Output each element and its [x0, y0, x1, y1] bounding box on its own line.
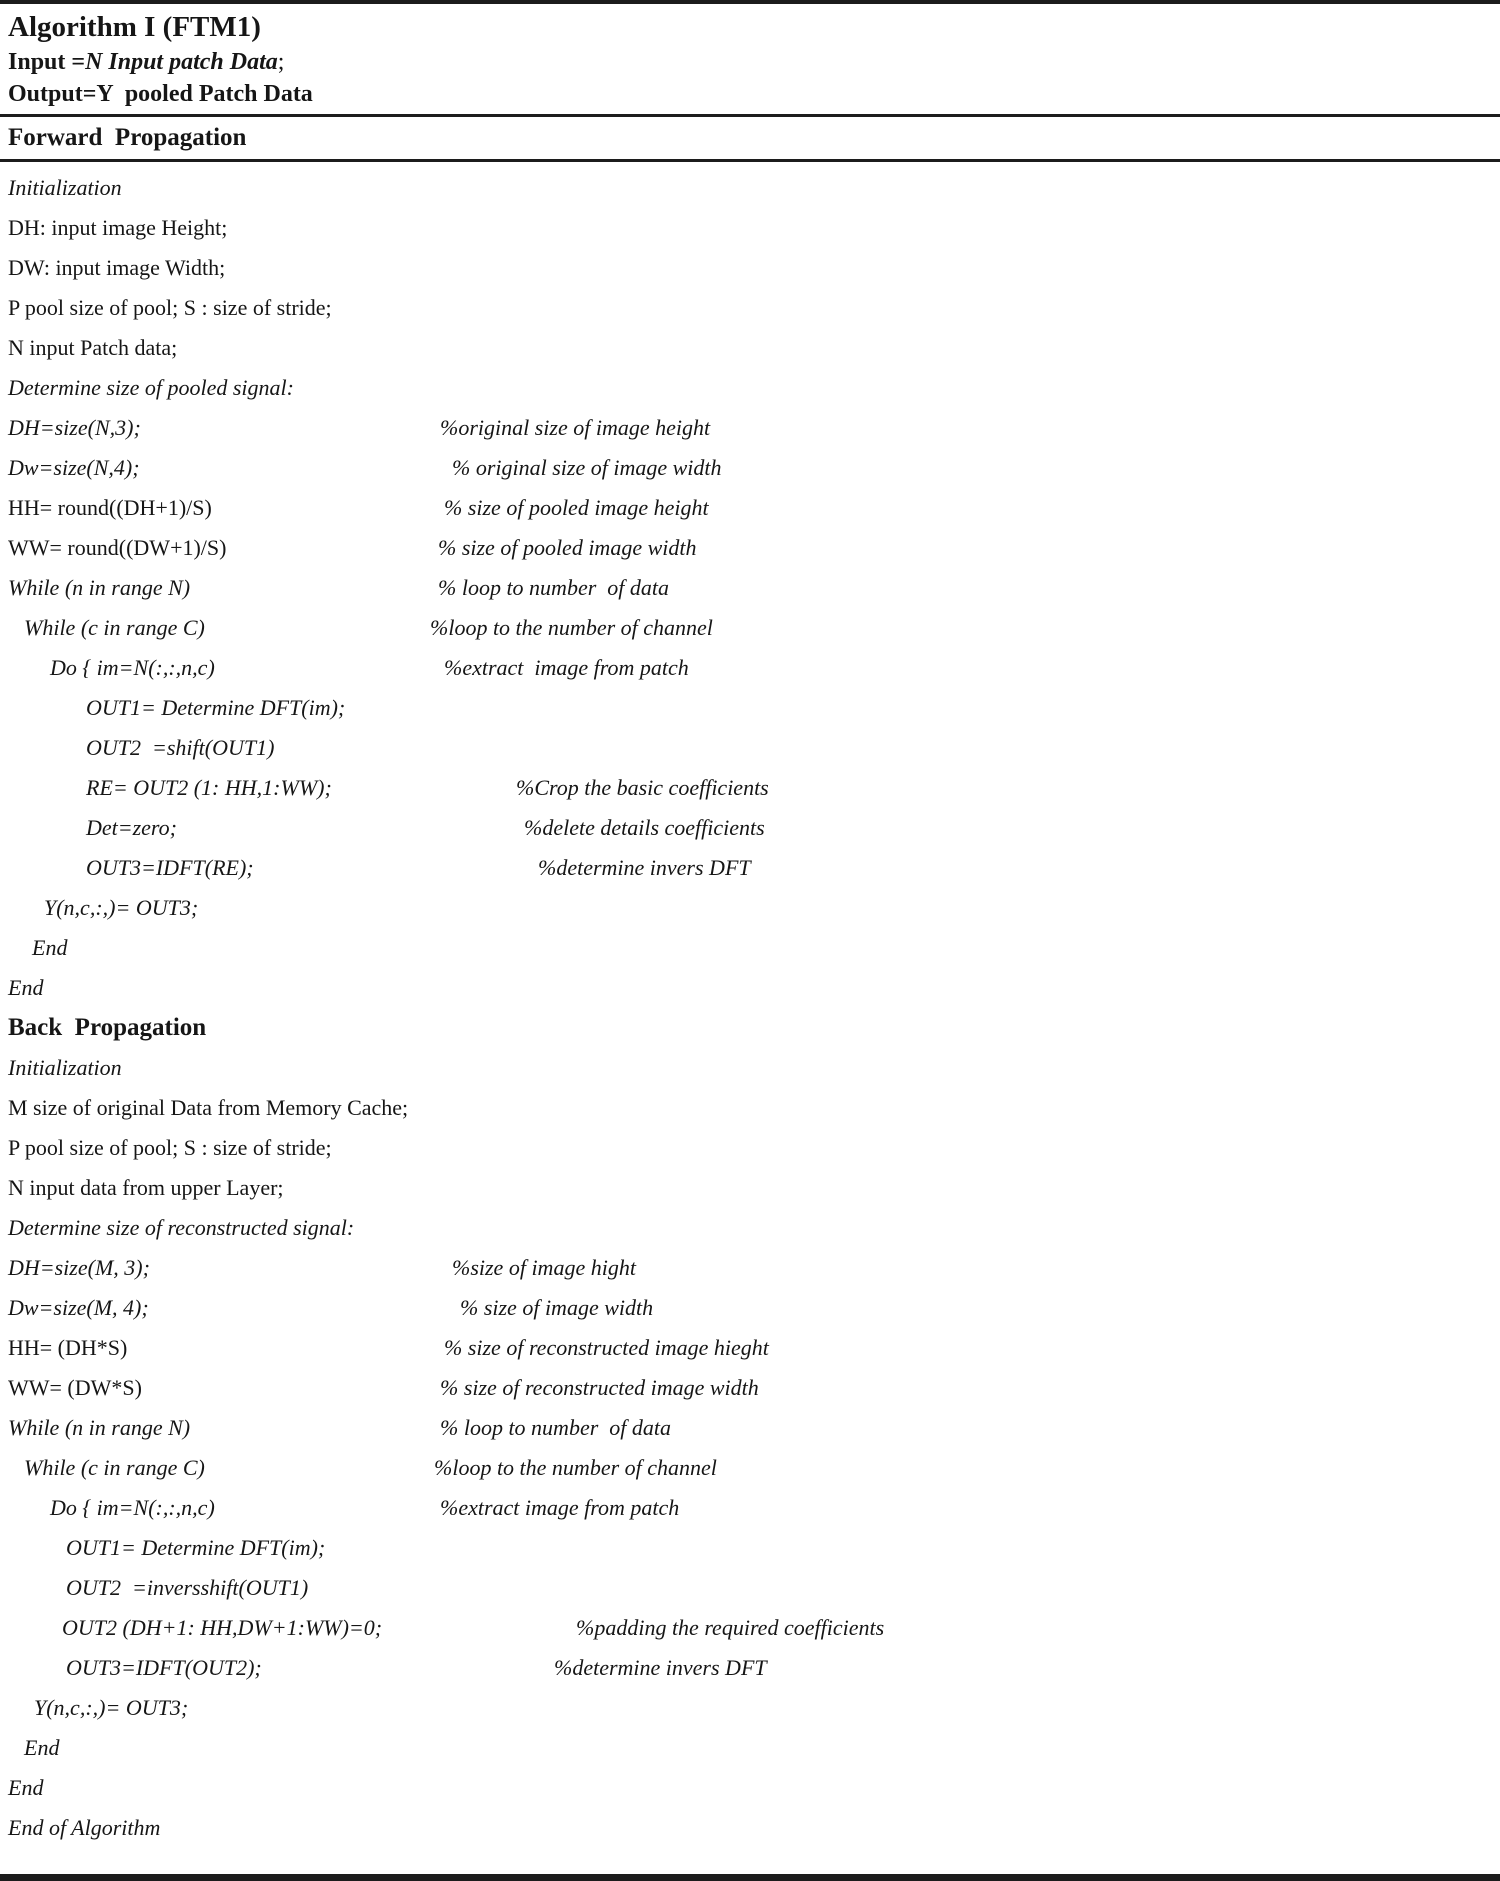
code-line [0, 288, 1500, 328]
code-line [0, 688, 1500, 728]
code-line [0, 1288, 1500, 1328]
code-text: Determine size of pooled signal: [8, 375, 294, 400]
code-text: End [32, 935, 68, 960]
output-spec: Output=Y pooled Patch Data [8, 81, 313, 107]
code-line [0, 1208, 1500, 1248]
code-line [0, 1328, 1500, 1368]
comment-text: % size of pooled image width [438, 535, 697, 560]
code-text: Y(n,c,:,)= OUT3; [34, 1695, 189, 1720]
code-text: End [24, 1735, 60, 1760]
code-line [0, 208, 1500, 248]
code-line [0, 248, 1500, 288]
code-line [0, 768, 1500, 808]
code-text: OUT3=IDFT(RE); [86, 855, 254, 880]
code-text: WW= round((DW+1)/S) [8, 535, 227, 560]
comment-text: % loop to number of data [438, 575, 669, 600]
code-text: Initialization [8, 1055, 122, 1080]
code-line [0, 528, 1500, 568]
code-line [0, 928, 1500, 968]
code-line [0, 648, 1500, 688]
comment-text: %determine invers DFT [538, 855, 751, 880]
back-propagation-header [0, 1008, 1500, 1048]
forward-propagation-header: Forward Propagation [8, 124, 247, 151]
code-line [0, 1088, 1500, 1128]
code-text: N input data from upper Layer; [8, 1175, 284, 1200]
code-line [0, 848, 1500, 888]
code-text: DH: input image Height; [8, 215, 228, 240]
code-line [0, 1608, 1500, 1648]
end-of-algorithm-line [0, 1808, 1500, 1848]
code-line [0, 1648, 1500, 1688]
algorithm-title: Algorithm I (FTM1) [8, 11, 261, 43]
code-line [0, 1448, 1500, 1488]
algorithm-body [0, 162, 1500, 1848]
code-text: While (c in range C) [24, 1455, 205, 1480]
code-text: Do { im=N(:,:,n,c) [50, 1495, 215, 1520]
code-line [0, 1488, 1500, 1528]
section-title-text: Back Propagation [8, 1014, 207, 1041]
code-line [0, 1768, 1500, 1808]
comment-text: %padding the required coefficients [576, 1615, 885, 1640]
comment-text: % size of pooled image height [444, 495, 709, 520]
code-line [0, 728, 1500, 768]
input-suffix: ; [277, 49, 285, 75]
code-line [0, 1728, 1500, 1768]
code-text: OUT2 (DH+1: HH,DW+1:WW)=0; [62, 1615, 383, 1640]
code-line [0, 1528, 1500, 1568]
code-text: P pool size of pool; S : size of stride; [8, 1135, 332, 1160]
code-text: P pool size of pool; S : size of stride; [8, 295, 332, 320]
code-line [0, 1168, 1500, 1208]
code-text: DH=size(N,3); [8, 415, 141, 440]
code-text: M size of original Data from Memory Cache; [8, 1095, 409, 1120]
algorithm-header [0, 4, 1500, 114]
code-text: DH=size(M, 3); [8, 1255, 150, 1280]
code-line [0, 888, 1500, 928]
code-text: OUT1= Determine DFT(im); [66, 1535, 326, 1560]
code-text: HH= round((DH+1)/S) [8, 495, 212, 520]
code-text: Dw=size(N,4); [8, 455, 140, 480]
comment-text: % loop to number of data [440, 1415, 671, 1440]
comment-text: %loop to the number of channel [434, 1455, 717, 1480]
code-line [0, 1368, 1500, 1408]
comment-text: % original size of image width [452, 455, 722, 480]
code-text: Y(n,c,:,)= OUT3; [44, 895, 199, 920]
code-line [0, 488, 1500, 528]
code-line [0, 168, 1500, 208]
code-text: Determine size of reconstructed signal: [8, 1215, 355, 1240]
input-spec [8, 46, 1490, 78]
code-text: End of Algorithm [8, 1815, 161, 1840]
code-text: Det=zero; [86, 815, 178, 840]
comment-text: %original size of image height [440, 415, 711, 440]
code-text: N input Patch data; [8, 335, 178, 360]
comment-text: % size of reconstructed image hieght [444, 1335, 769, 1360]
code-text: End [8, 1775, 44, 1800]
code-text: While (n in range N) [8, 1415, 191, 1440]
comment-text: % size of image width [460, 1295, 654, 1320]
code-text: RE= OUT2 (1: HH,1:WW); [86, 775, 332, 800]
code-line [0, 568, 1500, 608]
code-text: While (c in range C) [24, 615, 205, 640]
code-text: Dw=size(M, 4); [8, 1295, 149, 1320]
comment-text: %extract image from patch [440, 1495, 680, 1520]
code-line [0, 1248, 1500, 1288]
code-text: OUT3=IDFT(OUT2); [66, 1655, 262, 1680]
code-line [0, 1048, 1500, 1088]
input-label: Input = [8, 49, 86, 75]
code-text: While (n in range N) [8, 575, 191, 600]
code-line [0, 1408, 1500, 1448]
comment-text: %extract image from patch [444, 655, 689, 680]
comment-text: % size of reconstructed image width [440, 1375, 759, 1400]
code-line [0, 1568, 1500, 1608]
comment-text: %size of image hight [452, 1255, 636, 1280]
comment-text: %Crop the basic coefficients [516, 775, 769, 800]
code-text: OUT2 =shift(OUT1) [86, 735, 275, 760]
comment-text: %loop to the number of channel [430, 615, 713, 640]
code-line [0, 408, 1500, 448]
code-line [0, 368, 1500, 408]
code-line [0, 808, 1500, 848]
code-text: Initialization [8, 175, 122, 200]
code-text: DW: input image Width; [8, 255, 226, 280]
code-line [0, 968, 1500, 1008]
code-line [0, 1688, 1500, 1728]
code-line [0, 608, 1500, 648]
code-text: OUT1= Determine DFT(im); [86, 695, 346, 720]
code-line [0, 448, 1500, 488]
input-value: N Input patch Data [85, 49, 278, 75]
code-line [0, 1128, 1500, 1168]
code-text: OUT2 =inversshift(OUT1) [66, 1575, 309, 1600]
code-line [0, 328, 1500, 368]
code-text: HH= (DH*S) [8, 1335, 128, 1360]
code-text: End [8, 975, 44, 1000]
code-text: WW= (DW*S) [8, 1375, 142, 1400]
code-text: Do { im=N(:,:,n,c) [50, 655, 215, 680]
comment-text: %delete details coefficients [524, 815, 765, 840]
comment-text: %determine invers DFT [554, 1655, 767, 1680]
